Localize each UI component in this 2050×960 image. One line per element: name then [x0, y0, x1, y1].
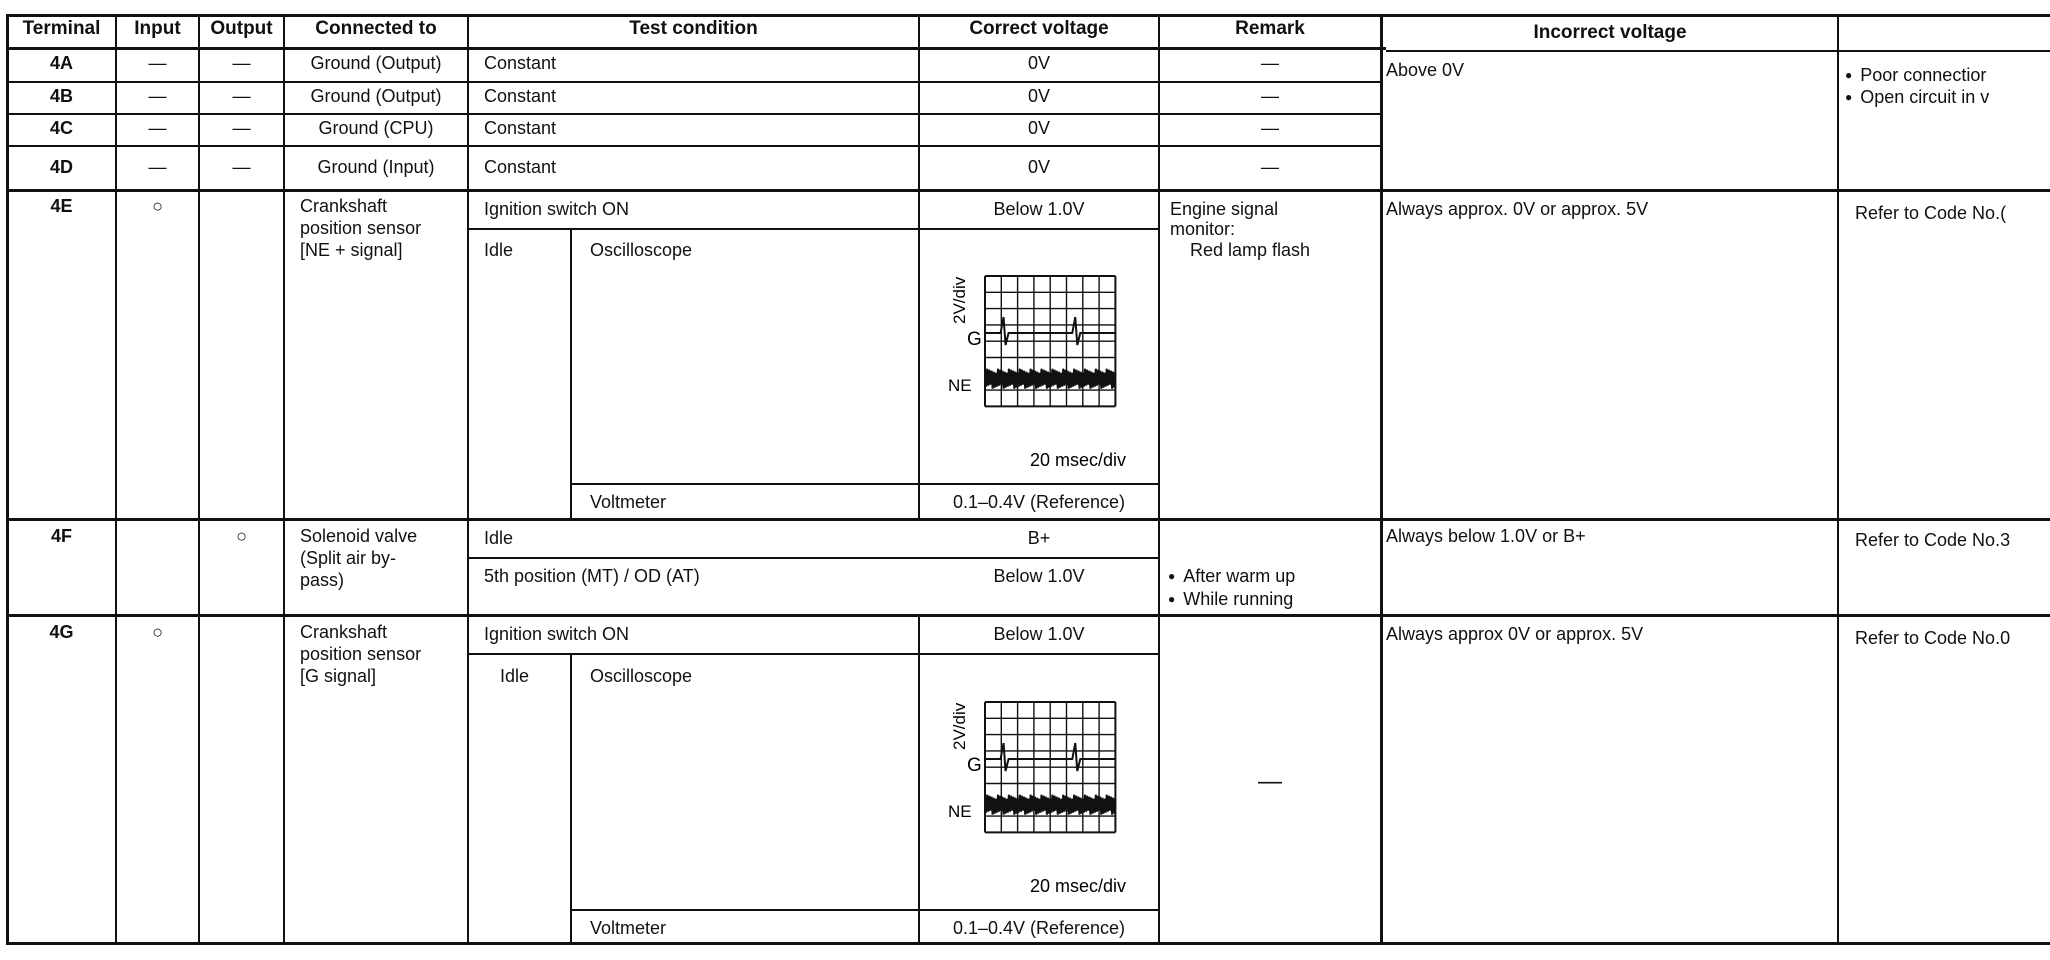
terminal-cell: 4D: [49, 157, 73, 177]
remark-cell: —: [1261, 157, 1279, 177]
ignition-voltage: Below 1.0V: [993, 624, 1085, 644]
voltmeter-label: Voltmeter: [590, 492, 667, 512]
header-remark: Remark: [1235, 18, 1305, 39]
condition-cell: Constant: [484, 118, 557, 138]
header-incorrect-voltage: Incorrect voltage: [1533, 22, 1687, 43]
volts-per-div-label: 2V/div: [950, 702, 969, 750]
voltmeter-value: 0.1–0.4V (Reference): [952, 918, 1126, 938]
volts-per-div-label: 2V/div: [950, 276, 969, 324]
voltage-cell: 0V: [1027, 86, 1051, 106]
remark-bullet: ● After warm up: [1168, 566, 1295, 587]
remark-bullet: ● While running: [1168, 589, 1293, 610]
output-cell: ○: [236, 526, 247, 546]
idle-voltage: B+: [1027, 528, 1051, 548]
connected-line: Crankshaft: [300, 196, 388, 216]
voltmeter-value: 0.1–0.4V (Reference): [952, 492, 1126, 512]
connected-cell: Ground (CPU): [318, 118, 434, 138]
header-correct-voltage: Correct voltage: [969, 18, 1109, 39]
output-cell: —: [232, 86, 251, 106]
remark-line: monitor:: [1170, 219, 1236, 239]
connected-line: position sensor: [300, 644, 422, 664]
connected-cell: Ground (Output): [310, 86, 442, 106]
connected-line: [G signal]: [300, 666, 377, 686]
input-cell: ○: [152, 196, 163, 216]
input-cell: ○: [152, 622, 163, 642]
idle-condition: Idle: [484, 528, 514, 548]
connected-line: (Split air by-: [300, 548, 397, 568]
remark-line: Red lamp flash: [1190, 240, 1311, 260]
remark-line: Engine signal: [1170, 199, 1279, 219]
header-output: Output: [210, 18, 273, 39]
voltage-cell: 0V: [1027, 118, 1051, 138]
idle-label: Idle: [500, 666, 530, 686]
condition-cell: Constant: [484, 53, 557, 73]
connected-cell: Ground (Output): [310, 53, 442, 73]
oscilloscope-waveform-4g: [945, 682, 1155, 902]
cause-text: Refer to Code No.0: [1855, 628, 2011, 648]
incorrect-voltage-text: Always approx. 0V or approx. 5V: [1386, 199, 1649, 219]
output-cell: —: [232, 157, 251, 177]
voltage-cell: 0V: [1027, 53, 1051, 73]
cause-text: ● Open circuit in v: [1845, 87, 1989, 108]
fifth-position-voltage: Below 1.0V: [993, 566, 1085, 586]
cause-text: Refer to Code No.(: [1855, 203, 2007, 223]
ne-signal-label: NE: [948, 802, 972, 821]
idle-label: Idle: [484, 240, 514, 260]
g-signal-label: G: [967, 755, 982, 776]
cause-text: Refer to Code No.3: [1855, 530, 2011, 550]
voltmeter-label: Voltmeter: [590, 918, 667, 938]
cause-text: ● Poor connectior: [1845, 65, 1986, 86]
fifth-position-condition: 5th position (MT) / OD (AT): [484, 566, 700, 586]
incorrect-voltage-text: Always approx 0V or approx. 5V: [1386, 624, 1644, 644]
incorrect-voltage-text: Above 0V: [1386, 60, 1465, 80]
remark-cell: —: [1258, 768, 1282, 795]
incorrect-voltage-text: Always below 1.0V or B+: [1386, 526, 1586, 546]
terminal-cell: 4C: [49, 118, 73, 138]
remark-cell: —: [1261, 86, 1279, 106]
ignition-voltage: Below 1.0V: [993, 199, 1085, 219]
input-cell: —: [148, 53, 167, 73]
terminal-cell: 4E: [50, 196, 73, 216]
header-terminal: Terminal: [22, 18, 101, 39]
terminal-cell: 4G: [49, 622, 74, 642]
time-per-div-label: 20 msec/div: [1030, 450, 1127, 470]
input-cell: —: [148, 118, 167, 138]
terminal-cell: 4A: [49, 53, 73, 73]
remark-cell: —: [1261, 53, 1279, 73]
ignition-condition: Ignition switch ON: [484, 199, 630, 219]
remark-cell: —: [1261, 118, 1279, 138]
header-test-condition: Test condition: [629, 18, 758, 39]
condition-cell: Constant: [484, 157, 557, 177]
connected-line: pass): [300, 570, 345, 590]
ignition-condition: Ignition switch ON: [484, 624, 630, 644]
output-cell: —: [232, 53, 251, 73]
header-input: Input: [134, 18, 181, 39]
connected-line: Solenoid valve: [300, 526, 418, 546]
g-signal-label: G: [967, 329, 982, 350]
terminal-cell: 4B: [49, 86, 73, 106]
voltage-cell: 0V: [1027, 157, 1051, 177]
input-cell: —: [148, 86, 167, 106]
oscilloscope-label: Oscilloscope: [590, 666, 693, 686]
oscilloscope-waveform-4e: [945, 256, 1155, 476]
connected-cell: Ground (Input): [317, 157, 435, 177]
connected-line: [NE + signal]: [300, 240, 403, 260]
condition-cell: Constant: [484, 86, 557, 106]
time-per-div-label: 20 msec/div: [1030, 876, 1127, 896]
input-cell: —: [148, 157, 167, 177]
ne-signal-label: NE: [948, 376, 972, 395]
connected-line: Crankshaft: [300, 622, 388, 642]
header-connected-to: Connected to: [315, 18, 437, 39]
terminal-cell: 4F: [50, 526, 72, 546]
connected-line: position sensor: [300, 218, 422, 238]
oscilloscope-label: Oscilloscope: [590, 240, 693, 260]
output-cell: —: [232, 118, 251, 138]
